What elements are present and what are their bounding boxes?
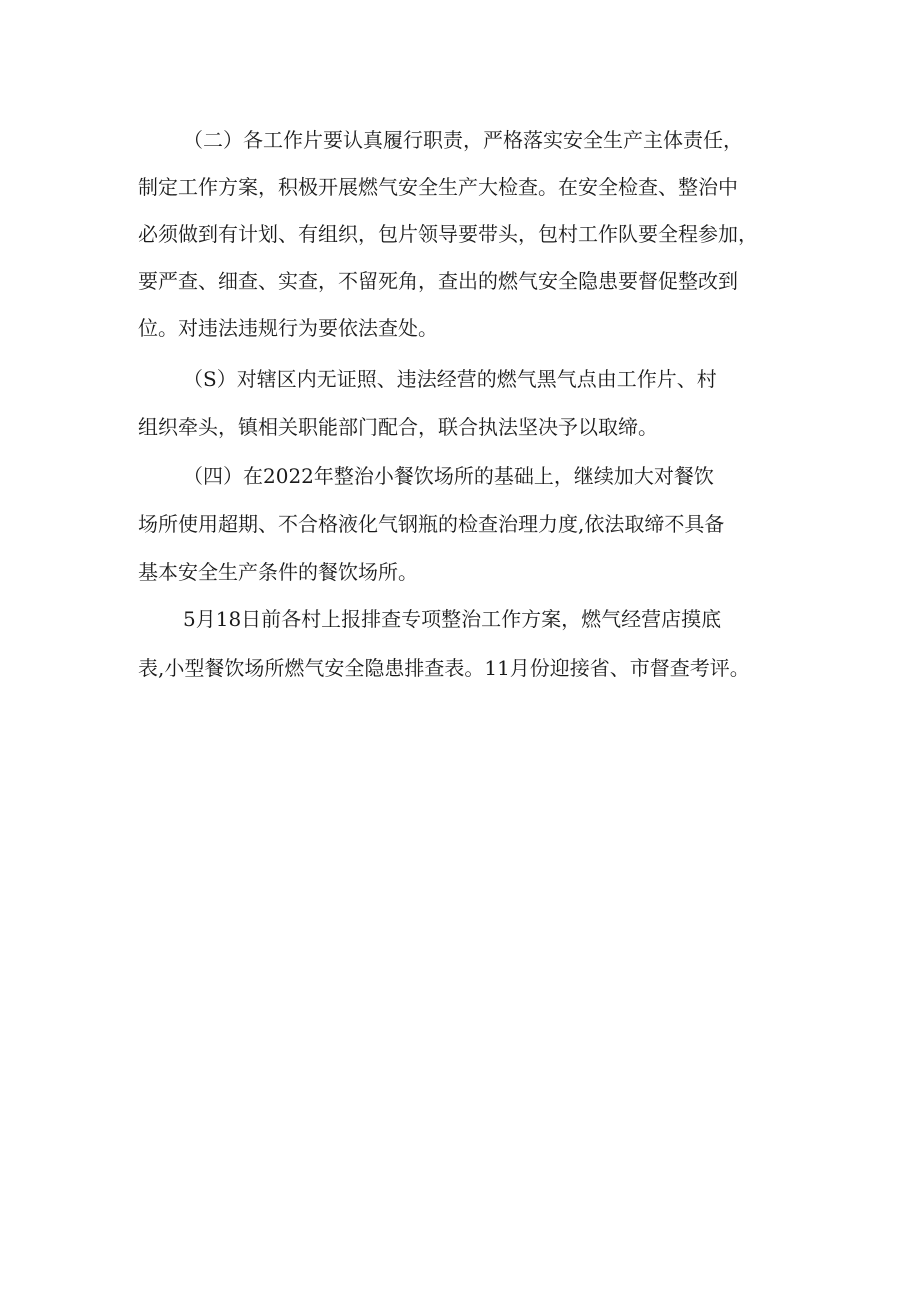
- paragraph-1-line-3: 必须做到有计划、有组织，包片领导要带头，包村工作队要全程参加，: [138, 222, 758, 246]
- paragraph-4-line-1: 5月18日前各村上报排查专项整治工作方案，燃气经营店摸底: [183, 607, 722, 631]
- paragraph-2-line-2: 组织牵头，镇相关职能部门配合，联合执法坚决予以取缔。: [138, 415, 658, 439]
- paragraph-3-line-3: 基本安全生产条件的餐饮场所。: [138, 560, 418, 584]
- paragraph-1-line-5: 位。对违法违规行为要依法查处。: [138, 316, 438, 340]
- paragraph-1-line-1: （二）各工作片要认真履行职责，严格落实安全生产主体责任，: [183, 128, 743, 152]
- paragraph-1-line-4: 要严查、细查、实查，不留死角，查出的燃气安全隐患要督促整改到: [138, 269, 738, 293]
- paragraph-2-line-1: （S）对辖区内无证照、违法经营的燃气黑气点由工作片、村: [183, 367, 717, 391]
- paragraph-3-line-1: （四）在2022年整治小餐饮场所的基础上，继续加大对餐饮: [183, 464, 714, 488]
- paragraph-3-line-2: 场所使用超期、不合格液化气钢瓶的检查治理力度,依法取缔不具备: [138, 512, 725, 536]
- paragraph-1-line-2: 制定工作方案，积极开展燃气安全生产大检查。在安全检查、整治中: [138, 175, 738, 199]
- paragraph-4-line-2: 表,小型餐饮场所燃气安全隐患排查表。11月份迎接省、市督查考评。: [138, 656, 750, 680]
